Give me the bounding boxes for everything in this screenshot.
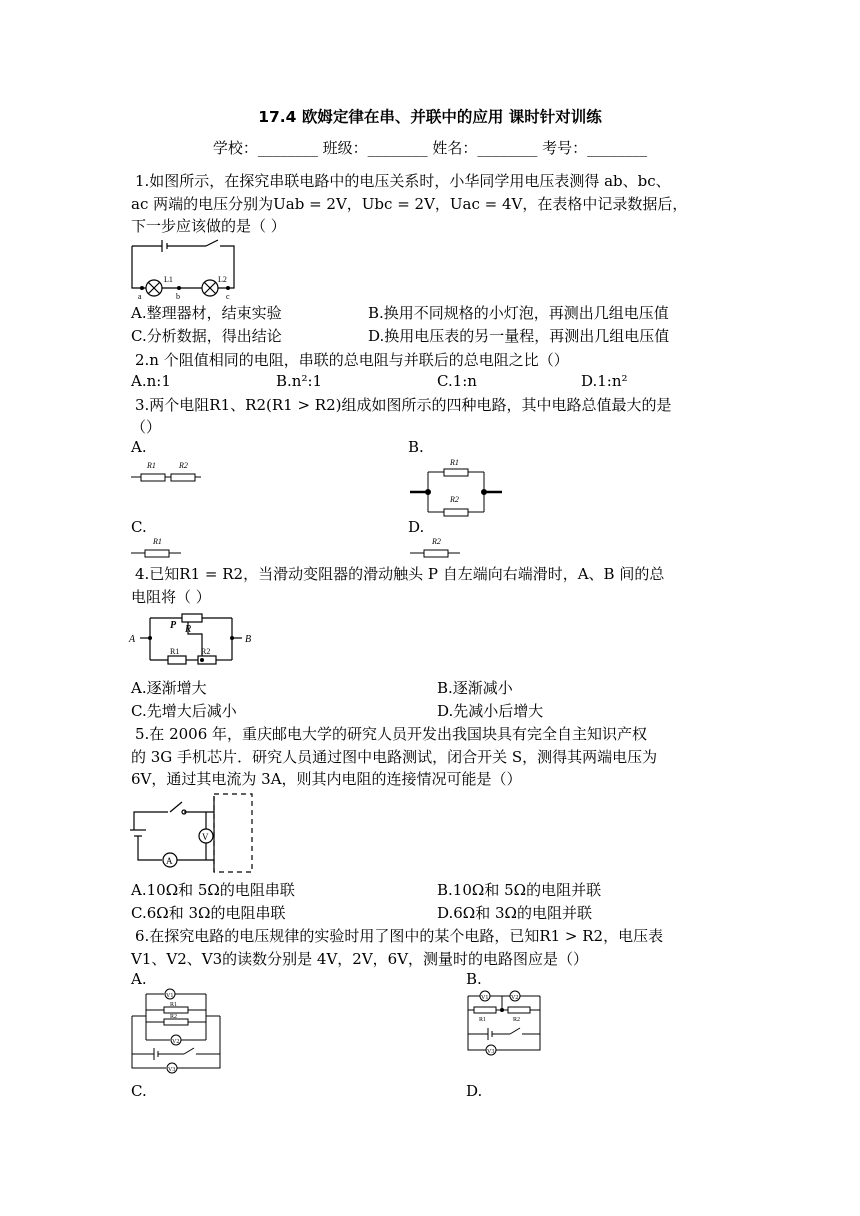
q3b-r2: R2 <box>450 495 459 504</box>
q2-option-c: C.1:n <box>437 372 477 390</box>
q4-option-a: A.逐渐增大 <box>131 679 207 697</box>
q5-option-c: C.6Ω和 3Ω的电阻串联 <box>131 904 286 922</box>
q3b-r1: R1 <box>450 458 459 467</box>
q6a-r2: R2 <box>170 1014 178 1020</box>
q1-option-c: C.分析数据，得出结论 <box>131 327 282 345</box>
q5-label-a: A <box>166 856 173 866</box>
q5-option-b: B.10Ω和 5Ω的电阻并联 <box>437 881 602 899</box>
q1-line3: 下一步应该做的是（ ） <box>131 217 286 235</box>
q6-fig-a <box>128 988 224 1072</box>
q1-option-a: A.整理器材，结束实验 <box>131 304 282 322</box>
q4-label-r1: R1 <box>170 647 180 656</box>
q6b-v1: V1 <box>481 995 489 1001</box>
q3-option-c: C. <box>131 518 147 536</box>
q1-line1: 1.如图所示，在探究串联电路中的电压关系时，小华同学用电压表测得 ab、bc、 <box>135 172 671 190</box>
q5-option-a: A.10Ω和 5Ω的电阻串联 <box>131 881 295 899</box>
q3-option-d: D. <box>408 518 425 536</box>
q6-line2: V1、V2、V3的读数分别是 4V，2V，6V，测量时的电路图应是（） <box>131 950 589 968</box>
q2-option-b: B.n²:1 <box>276 372 323 390</box>
q6-line1: 6.在探究电路的电压规律的实验时用了图中的某个电路，已知R1 > R2，电压表 <box>135 927 664 945</box>
q3-fig-c <box>131 535 181 559</box>
q6a-v3: V3 <box>168 1067 176 1073</box>
q1-option-b: B.换用不同规格的小灯泡，再测出几组电压值 <box>368 304 669 322</box>
q3a-r2: R2 <box>179 461 188 470</box>
q3-option-b: B. <box>408 438 424 456</box>
q4-label-r2: R2 <box>201 647 211 656</box>
q3-line1: 3.两个电阻R1、R2(R1 > R2)组成如图所示的四种电路，其中电路总值最大的是 <box>135 396 672 414</box>
q1-option-d: D.换用电压表的另一量程，再测出几组电压值 <box>368 327 670 345</box>
q3d-r2: R2 <box>432 537 441 546</box>
q3a-r1: R1 <box>147 461 156 470</box>
q6b-r1: R1 <box>479 1017 487 1023</box>
q4-label-b: B <box>245 634 252 645</box>
q2-option-d: D.1:n² <box>581 372 628 390</box>
page-title: 17.4 欧姆定律在串、并联中的应用 课时针对训练 <box>258 108 602 126</box>
q1-label-b: b <box>176 292 180 301</box>
q6-option-d: D. <box>466 1082 483 1100</box>
q3-fig-a <box>131 456 201 486</box>
q4-line1: 4.已知R1 = R2，当滑动变阻器的滑动触头 P 自左端向右端滑时，A、B 间的总 <box>135 565 665 583</box>
q5-line2: 的 3G 手机芯片．研究人员通过图中电路测试，闭合开关 S，测得其两端电压为 <box>131 748 658 766</box>
q5-label-v: V <box>202 832 209 842</box>
q6b-v3: V3 <box>487 1049 495 1055</box>
q4-option-c: C.先增大后减小 <box>131 702 237 720</box>
q6a-v1: V1 <box>166 993 174 999</box>
q3-line2: （） <box>131 418 162 436</box>
q5-line1: 5.在 2006 年，重庆邮电大学的研究人员开发出我国块具有完全自主知识产权 <box>135 725 648 743</box>
q1-label-c: c <box>226 292 230 301</box>
q5-line3: 6V，通过其电流为 3A，则其内电阻的连接情况可能是（） <box>131 770 522 788</box>
q6a-r1: R1 <box>170 1002 178 1008</box>
q3-fig-d <box>410 535 460 559</box>
q1-label-l1: L1 <box>164 275 173 284</box>
info-line: 学校：________ 班级：________ 姓名：________ 考号：________ <box>212 139 648 157</box>
q1-label-l2: L2 <box>218 275 227 284</box>
q1-circuit-figure <box>128 236 240 302</box>
q1-label-a: a <box>138 292 142 301</box>
q5-option-d: D.6Ω和 3Ω的电阻并联 <box>437 904 592 922</box>
q4-label-r: R <box>185 624 192 635</box>
q5-circuit-figure <box>128 790 258 876</box>
q4-line2: 电阻将（ ） <box>131 588 211 606</box>
q4-option-b: B.逐渐减小 <box>437 679 513 697</box>
q6-option-c: C. <box>131 1082 147 1100</box>
q6a-v2: V2 <box>172 1039 180 1045</box>
q3c-r1: R1 <box>153 537 162 546</box>
q4-label-p: P <box>170 620 177 631</box>
q4-label-a: A <box>129 634 136 645</box>
q4-option-d: D.先减小后增大 <box>437 702 544 720</box>
q6-option-b: B. <box>466 970 482 988</box>
q6-fig-b <box>464 986 544 1058</box>
q4-circuit-figure <box>128 612 260 668</box>
q6b-r2: R2 <box>513 1017 521 1023</box>
q3-fig-b <box>410 456 502 518</box>
q1-line2: ac 两端的电压分别为Uab = 2V，Ubc = 2V，Uac = 4V，在表格中记录数据后， <box>131 195 688 213</box>
q6b-v2: V2 <box>511 995 519 1001</box>
q2-option-a: A.n:1 <box>131 372 171 390</box>
q2-line1: 2.n 个阻值相同的电阻，串联的总电阻与并联后的总电阻之比（） <box>135 351 569 369</box>
q3-option-a: A. <box>131 438 147 456</box>
q6-option-a: A. <box>131 970 147 988</box>
